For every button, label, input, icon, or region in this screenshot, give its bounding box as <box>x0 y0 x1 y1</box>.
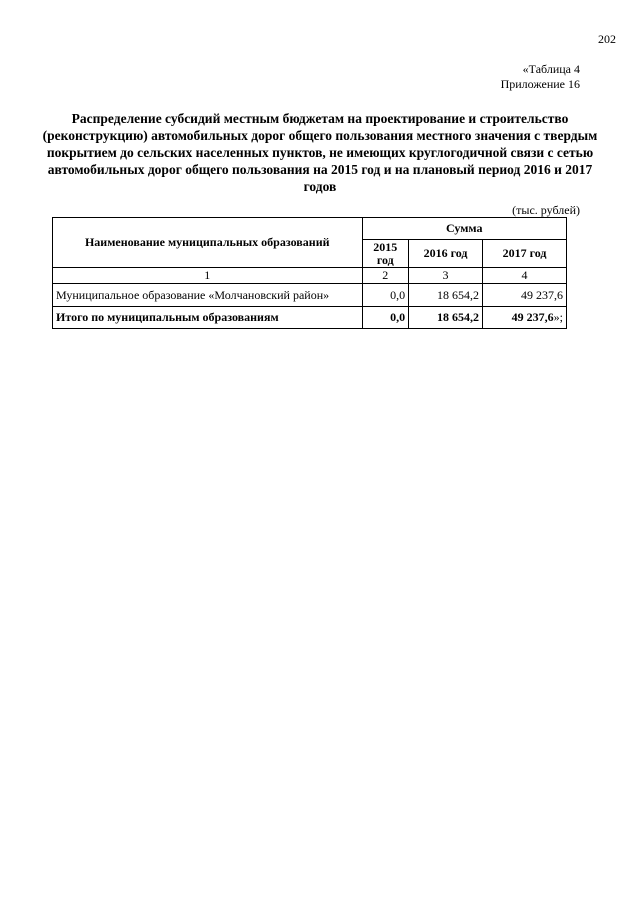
table-number: «Таблица 4 <box>522 62 580 76</box>
column-number: 4 <box>483 268 567 284</box>
column-number: 2 <box>362 268 409 284</box>
closing-quote: »; <box>553 310 563 324</box>
value-2015: 0,0 <box>362 284 409 307</box>
header-year-2017: 2017 год <box>483 240 567 268</box>
table-header-row <box>53 218 567 240</box>
total-2017-value: 49 237,6 <box>511 310 554 324</box>
column-number: 1 <box>53 268 363 284</box>
total-2016: 18 654,2 <box>409 307 483 329</box>
header-sum: Сумма <box>362 218 567 240</box>
header-year-2015: 2015 год <box>362 240 409 268</box>
total-row <box>53 307 567 329</box>
column-number-row <box>53 268 567 284</box>
annex-label <box>501 62 580 92</box>
municipality-name: Муниципальное образование «Молчановский район» <box>53 284 363 307</box>
value-2016: 18 654,2 <box>409 284 483 307</box>
units-label: (тыс. рублей) <box>512 203 580 217</box>
header-year-2016: 2016 год <box>409 240 483 268</box>
table-row <box>53 284 567 307</box>
value-2017: 49 237,6 <box>483 284 567 307</box>
appendix-number: Приложение 16 <box>500 77 580 91</box>
header-name: Наименование муниципальных образований <box>53 218 363 268</box>
total-label: Итого по муниципальным образованиям <box>53 307 363 329</box>
document-title: Распределение субсидий местным бюджетам на проектирование и строительство (реконструкцию) автомобильных дорог общего пользования местного значения с твердым покрытием до сельских населенных пунктов, не имеющих круглогодичной связи с сетью автомобильных дорог общего пользования на 2015 год и на плановый период 2016 и 2017 годов <box>42 111 598 194</box>
page-number: 202 <box>598 32 616 46</box>
total-2017 <box>483 307 567 329</box>
total-2015: 0,0 <box>362 307 409 329</box>
column-number: 3 <box>409 268 483 284</box>
subsidy-table <box>52 217 567 329</box>
